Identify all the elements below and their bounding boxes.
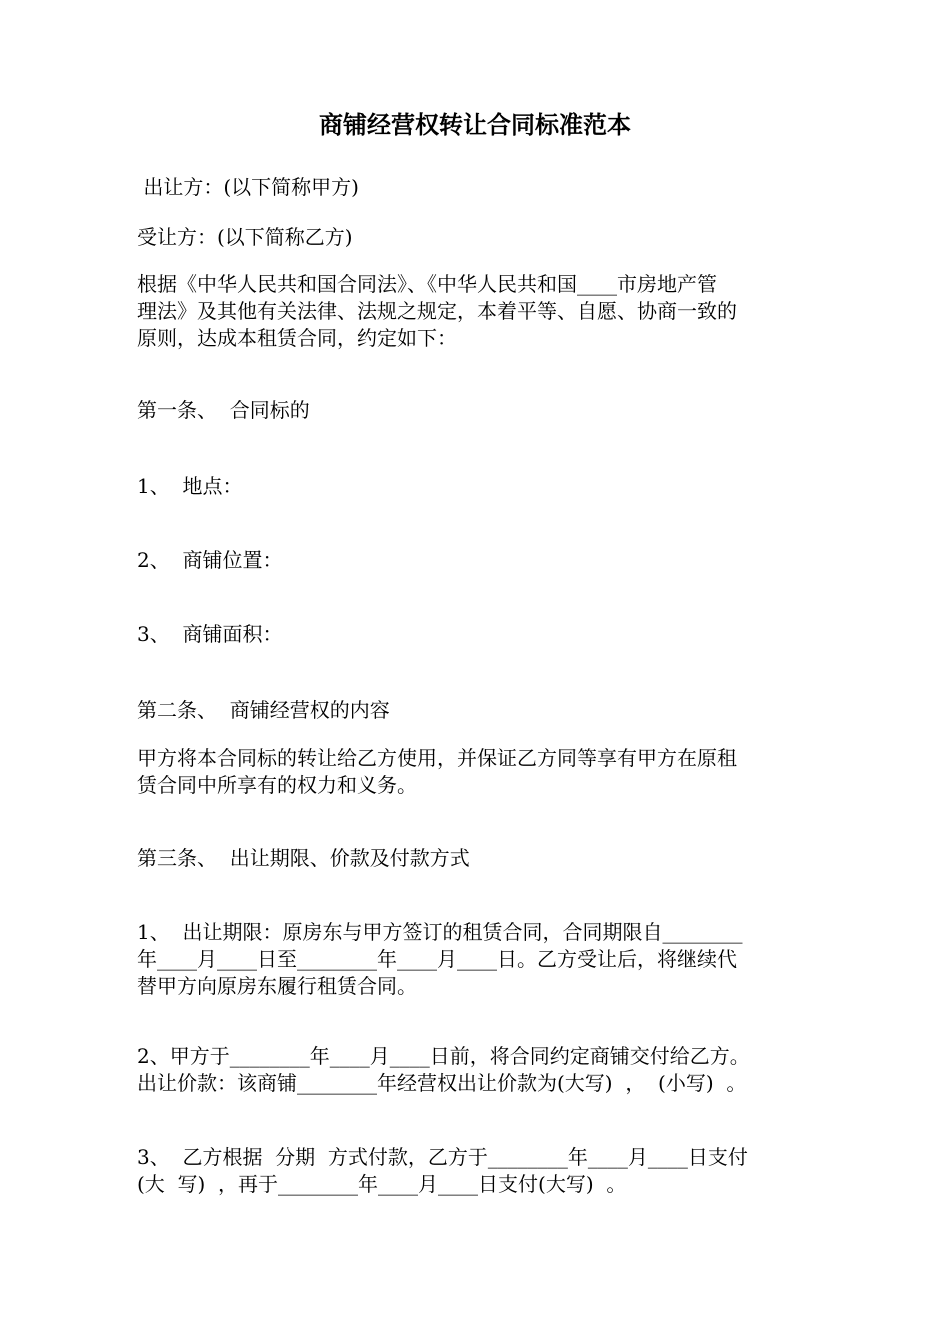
party-b-line: 受让方：(以下简称乙方) — [137, 225, 353, 249]
article-2-heading: 第二条、 商铺经营权的内容 — [137, 698, 390, 722]
article-2-paragraph: 甲方将本合同标的转让给乙方使用，并保证乙方同等享有甲方在原租 赁合同中所享有的权力和义务。 — [137, 746, 737, 797]
party-a-line: 出让方：(以下简称甲方) — [137, 175, 359, 199]
article-3-item-payment: 3、 乙方根据 分期 方式付款，乙方于________年____月____日支付 (大 写) ，再于________年____月____日支付(大写) 。 — [137, 1145, 748, 1196]
preamble-paragraph: 根据《中华人民共和国合同法》、《中华人民共和国____市房地产管 理法》及其他有关法律、法规之规定，本着平等、自愿、协商一致的 原则，达成本租赁合同，约定如下： — [137, 272, 737, 350]
article-1-item-shop-area: 3、 商铺面积： — [137, 622, 283, 646]
document-title: 商铺经营权转让合同标准范本 — [319, 111, 631, 139]
article-3-heading: 第三条、 出让期限、价款及付款方式 — [137, 846, 470, 870]
article-3-item-price: 2、甲方于________年____月____日前，将合同约定商铺交付给乙方。 出让价款：该商铺________年经营权出让价款为(大写) ， (小写) 。 — [137, 1044, 750, 1095]
article-3-item-term: 1、 出让期限：原房东与甲方签订的租赁合同，合同期限自________ 年____月____日至________年____月____日。乙方受让后，将继续代 替甲方向原房东履行租赁合同。 — [137, 920, 743, 998]
article-1-heading: 第一条、 合同标的 — [137, 398, 310, 422]
article-1-item-location: 1、 地点： — [137, 474, 243, 498]
article-1-item-shop-position: 2、 商铺位置： — [137, 548, 283, 572]
